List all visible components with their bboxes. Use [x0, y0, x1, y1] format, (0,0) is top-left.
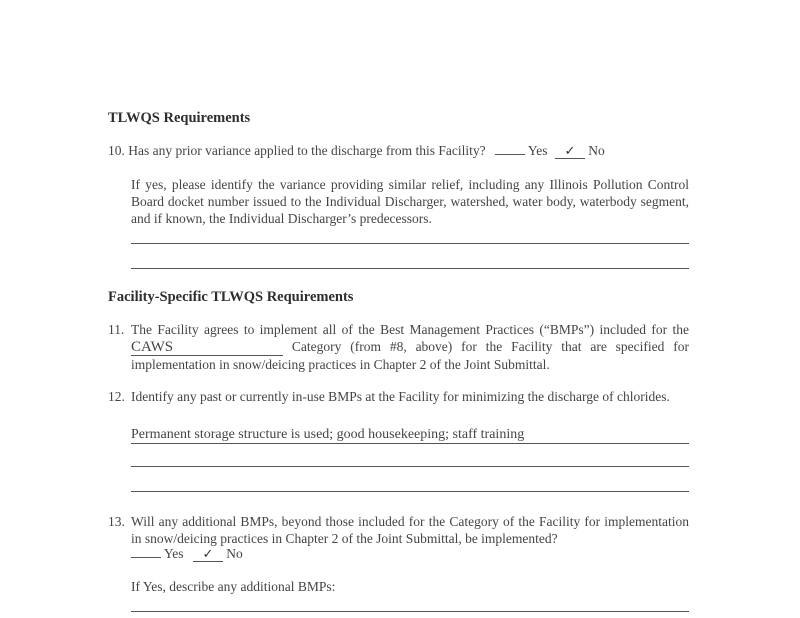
q13-followup-text: If Yes, describe any additional BMPs:: [131, 579, 336, 594]
q13-number: 13.: [108, 514, 125, 529]
q10-no-check-icon[interactable]: ✓: [555, 144, 585, 159]
question-10-number: 10.: [108, 143, 125, 158]
q10-yes-blank[interactable]: [495, 142, 525, 155]
section-title-tlwqs: TLWQS Requirements: [108, 110, 251, 126]
question-10: [108, 142, 605, 159]
q12-question: Identify any past or currently in-use BMPs at the Facility for minimizing the discharge of chlorides.: [131, 389, 670, 404]
q13-yes-blank[interactable]: [131, 545, 161, 558]
q10-yes-label: Yes: [527, 143, 548, 158]
q11-number: 11.: [108, 322, 125, 337]
q10-answer-line-2[interactable]: [131, 268, 689, 269]
q13-yes-label: Yes: [163, 546, 184, 561]
q11-text-after: Category (from #8, above) for the Facility that are specified for implementation in snow/deicing practices in Chapter 2 of the Joint Submittal.: [131, 339, 690, 372]
q12-answer-line-3[interactable]: [131, 491, 689, 492]
q10-answer-line-1[interactable]: [131, 243, 689, 244]
q12-answer[interactable]: Permanent storage structure is used; good housekeeping; staff training: [131, 427, 525, 442]
q13-options: [131, 545, 243, 562]
question-11: [131, 321, 689, 373]
question-10-text: Has any prior variance applied to the discharge from this Facility?: [128, 143, 486, 158]
q12-answer-line-1[interactable]: [131, 443, 689, 444]
q12-answer-line-2[interactable]: [131, 466, 689, 467]
q13-answer-line-1[interactable]: [131, 611, 689, 612]
section-title-facility-specific: Facility-Specific TLWQS Requirements: [108, 289, 354, 305]
q13-question: Will any additional BMPs, beyond those included for the Category of the Facility for implementation in snow/deicing practices in Chapter 2 of the Joint Submittal, be implemented?: [131, 514, 689, 546]
q11-text-before: The Facility agrees to implement all of the Best Management Practices (“BMPs”) included for the: [131, 322, 689, 337]
q11-category-field[interactable]: CAWS: [131, 340, 283, 356]
q10-no-label: No: [588, 143, 605, 158]
q12-number: 12.: [108, 389, 125, 404]
q13-no-check-icon[interactable]: ✓: [193, 547, 223, 562]
q10-followup-text: If yes, please identify the variance providing similar relief, including any Illinois Pollution Control Board docket number issued to the Individual Discharger, watershed, water body, waterbody segment, and if known, the Individual Discharger’s predecessors.: [131, 177, 689, 226]
q13-no-label: No: [226, 546, 243, 561]
